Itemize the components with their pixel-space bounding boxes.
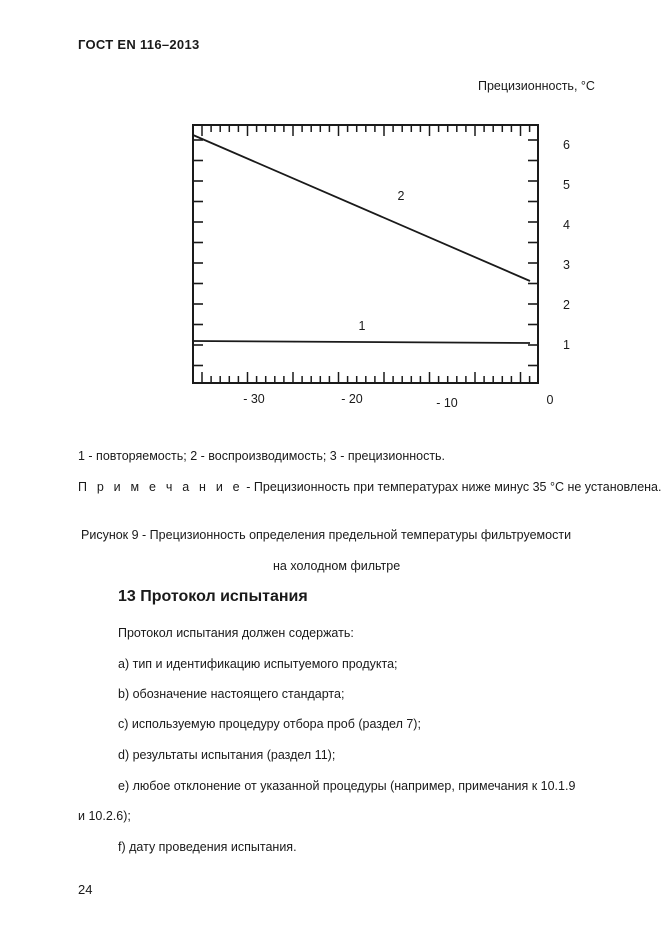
plot-frame bbox=[193, 125, 538, 383]
precision-chart bbox=[0, 0, 662, 420]
note-label: П р и м е ч а н и е bbox=[78, 480, 243, 494]
figure-caption-line-1: Рисунок 9 - Прецизионность определения предельной температуры фильтруемости bbox=[81, 528, 572, 542]
x-tick-label: - 30 bbox=[243, 392, 265, 406]
document-header: ГОСТ EN 116–2013 bbox=[78, 37, 200, 52]
y-tick-label: 6 bbox=[563, 138, 570, 152]
y-tick-label: 1 bbox=[563, 338, 570, 352]
note-text: - Прецизионность при температурах ниже минус 35 °C не установлена. bbox=[242, 480, 662, 494]
chart-frame bbox=[193, 125, 538, 383]
y-tick-label: 2 bbox=[563, 298, 570, 312]
section-intro: Протокол испытания должен содержать: bbox=[118, 626, 354, 640]
x-tick-label: - 10 bbox=[436, 396, 458, 410]
list-item: c) используемую процедуру отбора проб (раздел 7); bbox=[118, 717, 421, 731]
x-tick-label: 0 bbox=[546, 393, 554, 407]
chart-series bbox=[193, 135, 530, 343]
list-item: e) любое отклонение от указанной процедуры (например, примечания к 10.1.9 bbox=[118, 779, 576, 793]
chart-y-axis-label: Прецизионность, °C bbox=[478, 79, 595, 93]
page-number: 24 bbox=[78, 882, 93, 897]
y-tick-label: 4 bbox=[563, 218, 570, 232]
list-item: a) тип и идентификацию испытуемого продукта; bbox=[118, 657, 398, 671]
section-title: 13 Протокол испытания bbox=[118, 588, 308, 605]
figure-legend: 1 - повторяемость; 2 - воспроизводимость; 3 - прецизионность. bbox=[78, 449, 446, 463]
y-tick-label: 5 bbox=[563, 178, 570, 192]
list-item-continuation: и 10.2.6); bbox=[78, 809, 131, 823]
figure-note bbox=[78, 480, 661, 494]
series-label-1: 1 bbox=[358, 319, 366, 333]
chart-ticks bbox=[193, 125, 538, 383]
y-tick-label: 3 bbox=[563, 258, 570, 272]
series-label-2: 2 bbox=[397, 189, 405, 203]
list-item: b) обозначение настоящего стандарта; bbox=[118, 687, 345, 701]
list-item: d) результаты испытания (раздел 11); bbox=[118, 748, 336, 762]
x-tick-label: - 20 bbox=[341, 392, 363, 406]
list-item: f) дату проведения испытания. bbox=[118, 840, 297, 854]
series-line-1 bbox=[193, 341, 530, 343]
series-line-2 bbox=[193, 135, 530, 281]
figure-caption-line-2: на холодном фильтре bbox=[273, 559, 401, 573]
